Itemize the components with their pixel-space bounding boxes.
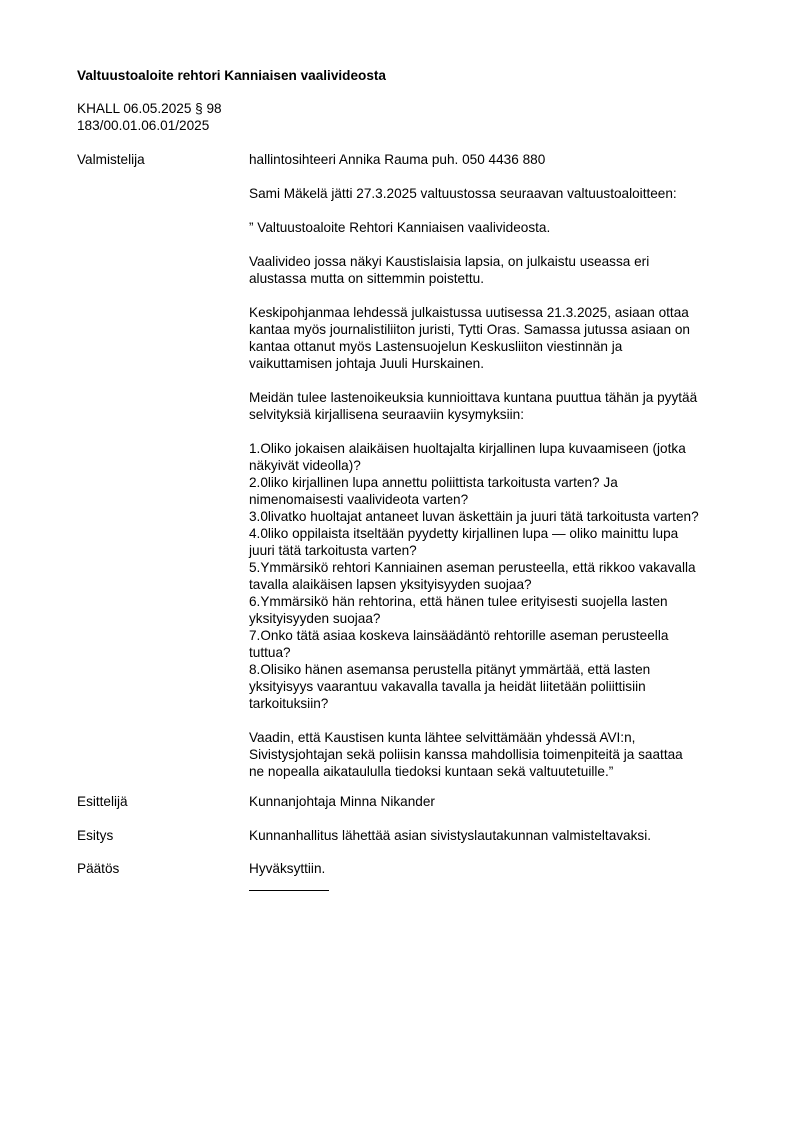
paragraph-2-line: kantaa ottanut myös Lastensuojelun Keskusliiton viestinnän ja: [249, 339, 623, 354]
paragraph-2-line: Keskipohjanmaa lehdessä julkaistussa uutisessa 21.3.2025, asiaan ottaa: [249, 305, 689, 320]
esittelija-value: Kunnanjohtaja Minna Nikander: [249, 794, 435, 809]
question-line: 5.Ymmärsikö rehtori Kanniainen aseman perusteella, että rikkoo vakavalla: [249, 560, 696, 575]
question-line: tavalla alaikäisen lapsen yksityisyyden suojaa?: [249, 577, 532, 592]
paatos-value: Hyväksyttiin.: [249, 861, 326, 876]
paragraph-2: [249, 304, 749, 372]
question-line: 7.Onko tätä asiaa koskeva lainsäädäntö rehtorille aseman perusteella: [249, 628, 669, 643]
paragraph-3-line: Meidän tulee lastenoikeuksia kunnioittava kuntana puuttua tähän ja pyytää: [249, 390, 698, 405]
end-rule: [249, 890, 329, 891]
label-paatos: Päätös: [77, 861, 120, 876]
question-line: yksityisyyden suojaa?: [249, 611, 381, 626]
question-line: tuttua?: [249, 645, 291, 660]
esitys-value: Kunnanhallitus lähettää asian sivistyslautakunnan valmisteltavaksi.: [249, 828, 651, 843]
question-line: 4.0liko oppilaista itseltään pyydetty kirjallinen lupa — oliko mainittu lupa: [249, 526, 679, 541]
question-line: 3.0livatko huoltajat antaneet luvan äskettäin ja juuri tätä tarkoitusta varten?: [249, 509, 699, 524]
paragraph-4: [249, 729, 749, 780]
paragraph-2-line: vaikuttamisen johtaja Juuli Hurskainen.: [249, 356, 484, 371]
valmistelija-content: [249, 151, 749, 797]
paragraph-4-line: ne nopealla aikataululla tiedoksi kuntaan sekä valtuutetuille.”: [249, 764, 614, 779]
paragraph-1-line: Vaalivideo jossa näkyi Kaustislaisia lapsia, on julkaistu useassa eri: [249, 254, 650, 269]
questions-list: [249, 440, 749, 712]
document-meta: [77, 100, 222, 134]
paragraph-2-line: kantaa myös journalistiliiton juristi, Tytti Oras. Samassa jutussa asiaan on: [249, 322, 690, 337]
meeting-reference: KHALL 06.05.2025 § 98: [77, 101, 222, 116]
paragraph-1: [249, 253, 749, 287]
paragraph-3: [249, 389, 749, 423]
paragraph-4-line: Sivistysjohtajan sekä poliisin kanssa mahdollisia toimenpiteitä ja saattaa: [249, 747, 683, 762]
paragraph-3-line: selvityksiä kirjallisena seuraaviin kysymyksiin:: [249, 407, 524, 422]
question-line: 6.Ymmärsikö hän rehtorina, että hänen tulee erityisesti suojella lasten: [249, 594, 668, 609]
document-title: Valtuustoaloite rehtori Kanniaisen vaalivideosta: [77, 68, 386, 83]
paragraph-1-line: alustassa mutta on sittemmin poistettu.: [249, 271, 484, 286]
paragraph-4-line: Vaadin, että Kaustisen kunta lähtee selvittämään yhdessä AVI:n,: [249, 730, 636, 745]
preparer-text: hallintosihteeri Annika Rauma puh. 050 4436 880: [249, 152, 546, 167]
question-line: tarkoituksiin?: [249, 696, 329, 711]
label-valmistelija: Valmistelija: [77, 152, 145, 167]
question-line: 8.Olisiko hänen asemansa perustella pitänyt ymmärtää, että lasten: [249, 662, 651, 677]
question-line: näkyivät videolla)?: [249, 458, 361, 473]
diary-number: 183/00.01.06.01/2025: [77, 118, 210, 133]
quote-title: ” Valtuustoaloite Rehtori Kanniaisen vaalivideosta.: [249, 220, 551, 235]
question-line: yksityisyys vaarantuu vakavalla tavalla ja heidät liitetään poliittisiin: [249, 679, 646, 694]
label-esittelija: Esittelijä: [77, 794, 128, 809]
question-line: 2.0liko kirjallinen lupa annettu poliittista tarkoitusta varten? Ja: [249, 475, 618, 490]
label-esitys: Esitys: [77, 828, 114, 843]
intro-text: Sami Mäkelä jätti 27.3.2025 valtuustossa seuraavan valtuustoaloitteen:: [249, 186, 677, 201]
question-line: nimenomaisesti vaalivideota varten?: [249, 492, 469, 507]
question-line: juuri tätä tarkoitusta varten?: [249, 543, 417, 558]
question-line: 1.Oliko jokaisen alaikäisen huoltajalta kirjallinen lupa kuvaamiseen (jotka: [249, 441, 686, 456]
